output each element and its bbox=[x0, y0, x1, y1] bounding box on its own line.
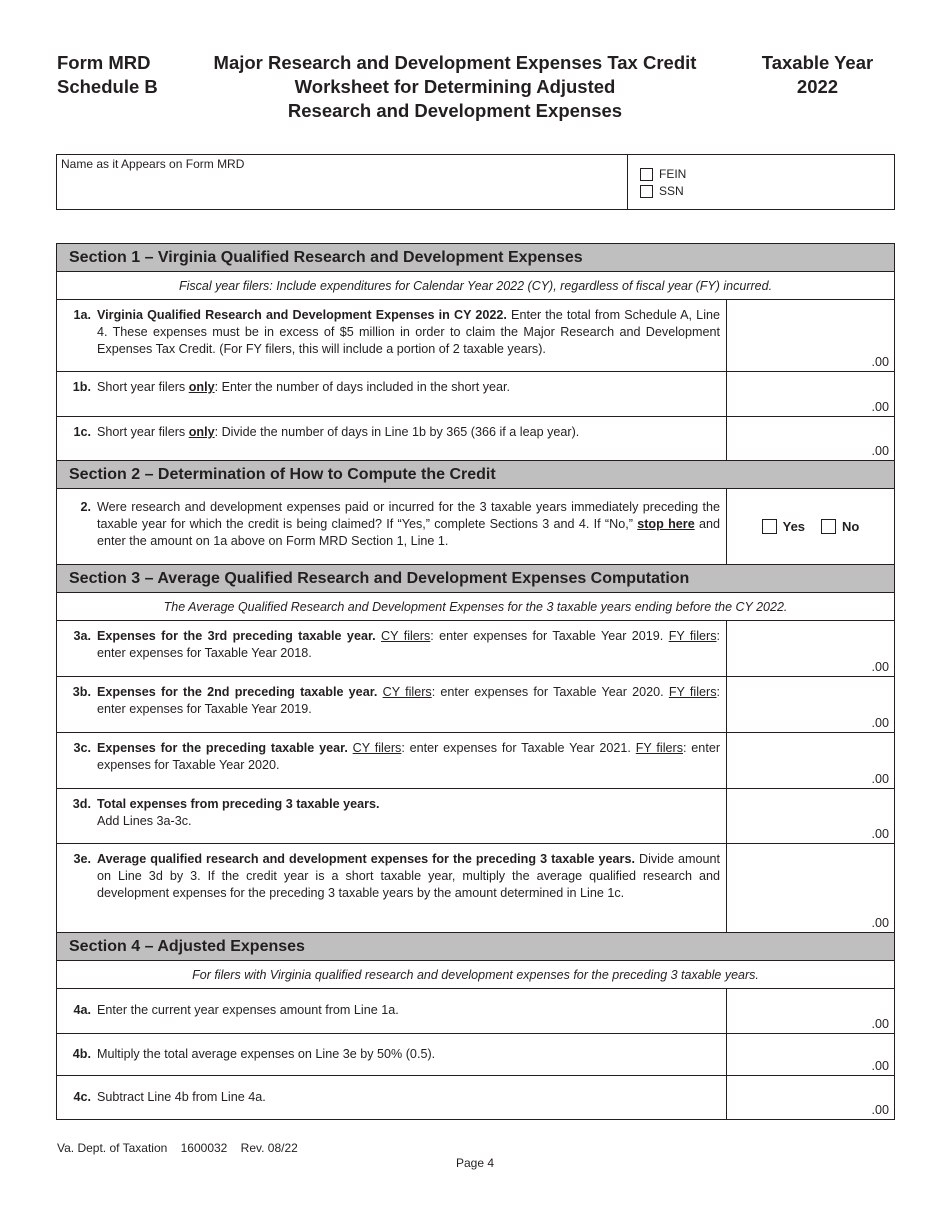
yes-checkbox[interactable] bbox=[762, 519, 777, 534]
line-3d-text: Add Lines 3a-3c. bbox=[97, 814, 192, 828]
section-1-header bbox=[57, 244, 894, 272]
line-1c-text-pre: Short year filers bbox=[97, 425, 189, 439]
line-3c-amount-field[interactable] bbox=[727, 733, 894, 788]
amount-cents: .00 bbox=[871, 1103, 889, 1117]
line-3a-description bbox=[91, 628, 720, 676]
line-2-description bbox=[91, 499, 720, 564]
form-name: Form MRD bbox=[57, 52, 151, 73]
line-1b-text-pre: Short year filers bbox=[97, 380, 189, 394]
amount-cents: .00 bbox=[871, 772, 889, 786]
line-3e-amount-field[interactable] bbox=[727, 844, 894, 932]
line-3e-bold: Average qualified research and development expenses for the preceding 3 taxable years. bbox=[97, 852, 635, 866]
line-3d-amount-field[interactable] bbox=[727, 789, 894, 843]
line-4b bbox=[57, 1034, 894, 1076]
line-1a-amount-field[interactable] bbox=[727, 300, 894, 371]
section-3-note-text: The Average Qualified Research and Development Expenses for the 3 taxable years ending before the CY 2022. bbox=[163, 599, 788, 614]
line-1c-text-post: : Divide the number of days in Line 1b by 365 (366 if a leap year). bbox=[214, 425, 580, 439]
line-3c-fy-text: : enter expenses for Taxable Year 2020. bbox=[97, 741, 721, 772]
line-1c-description bbox=[91, 424, 720, 460]
line-3c-cy-text: : enter expenses for Taxable Year 2021. bbox=[401, 741, 631, 755]
amount-cents: .00 bbox=[871, 660, 889, 674]
title-line-2: Worksheet for Determining Adjusted bbox=[294, 76, 616, 97]
amount-cents: .00 bbox=[871, 444, 889, 458]
section-1-title: Section 1 – Virginia Qualified Research and Development Expenses bbox=[69, 248, 583, 266]
line-number: 3e. bbox=[73, 852, 91, 866]
line-3b-description bbox=[91, 684, 720, 732]
form-title bbox=[180, 51, 730, 123]
line-1b bbox=[57, 372, 894, 417]
no-checkbox[interactable] bbox=[821, 519, 836, 534]
line-number: 2. bbox=[80, 500, 91, 514]
line-number: 1a. bbox=[73, 308, 91, 322]
no-option bbox=[821, 519, 859, 534]
line-number: 3c. bbox=[73, 741, 91, 755]
ssn-option bbox=[640, 184, 684, 198]
line-3a-amount-field[interactable] bbox=[727, 621, 894, 676]
section-4-title: Section 4 – Adjusted Expenses bbox=[69, 937, 305, 955]
worksheet-table bbox=[56, 243, 895, 1120]
line-3d bbox=[57, 789, 894, 844]
line-number: 4b. bbox=[72, 1047, 91, 1061]
section-3-note bbox=[57, 593, 894, 621]
fy-filers-label: FY filers bbox=[668, 629, 717, 643]
line-2-answer bbox=[727, 489, 894, 564]
line-1b-text-post: : Enter the number of days included in the short year. bbox=[214, 380, 511, 394]
title-line-1: Major Research and Development Expenses Tax Credit bbox=[213, 52, 697, 73]
section-4-header bbox=[57, 933, 894, 961]
line-1b-description bbox=[91, 379, 720, 416]
name-field-label: Name as it Appears on Form MRD bbox=[61, 157, 245, 171]
line-4a-description: Enter the current year expenses amount from Line 1a. bbox=[97, 1003, 399, 1017]
line-1a-description bbox=[91, 307, 720, 371]
line-3b bbox=[57, 677, 894, 733]
section-3-title: Section 3 – Average Qualified Research and Development Expenses Computation bbox=[69, 569, 690, 587]
section-1-note bbox=[57, 272, 894, 300]
section-3-header bbox=[57, 565, 894, 593]
line-number: 4a. bbox=[73, 1003, 91, 1017]
taxable-year-value: 2022 bbox=[796, 76, 839, 97]
line-3e-text: Divide amount on Line 3d by 3. If the credit year is a short taxable year, multiply the average qualified research and development expenses for the preceding 3 taxable years by the amount determined in Line 1c. bbox=[97, 852, 721, 900]
line-2-text-post: and enter the amount on 1a above on Form MRD Section 1, Line 1. bbox=[97, 517, 721, 548]
line-3a-cy-text: : enter expenses for Taxable Year 2019. bbox=[430, 629, 664, 643]
line-number: 4c. bbox=[73, 1090, 91, 1104]
line-1b-amount-field[interactable] bbox=[727, 372, 894, 416]
line-2-emphasis: stop here bbox=[637, 517, 695, 531]
line-4c-description: Subtract Line 4b from Line 4a. bbox=[97, 1090, 266, 1104]
line-4a-amount-field[interactable] bbox=[727, 989, 894, 1033]
line-1a-bold: Virginia Qualified Research and Development Expenses in CY 2022. bbox=[97, 308, 507, 322]
amount-cents: .00 bbox=[871, 916, 889, 930]
form-id bbox=[57, 51, 158, 99]
line-number: 1c. bbox=[73, 425, 91, 439]
line-1b-emphasis: only bbox=[188, 380, 215, 394]
section-2-header bbox=[57, 461, 894, 489]
section-4-note bbox=[57, 961, 894, 989]
line-3b-cy-text: : enter expenses for Taxable Year 2020. bbox=[431, 685, 664, 699]
fein-label: FEIN bbox=[659, 167, 687, 181]
line-number: 3d. bbox=[72, 797, 91, 811]
line-3a bbox=[57, 621, 894, 677]
line-3c-description bbox=[91, 740, 720, 788]
line-4c bbox=[57, 1076, 894, 1120]
fein-option bbox=[640, 167, 686, 181]
identification-box bbox=[56, 154, 895, 210]
line-3c bbox=[57, 733, 894, 789]
line-3e-description bbox=[91, 851, 720, 932]
line-4b-description: Multiply the total average expenses on Line 3e by 50% (0.5). bbox=[97, 1047, 436, 1061]
ssn-label: SSN bbox=[659, 184, 684, 198]
ssn-checkbox[interactable] bbox=[640, 185, 653, 198]
amount-cents: .00 bbox=[871, 1059, 889, 1073]
line-1c-emphasis: only bbox=[188, 425, 215, 439]
line-3a-fy-text: : enter expenses for Taxable Year 2018. bbox=[97, 629, 721, 660]
line-number: 3b. bbox=[72, 685, 91, 699]
line-3c-bold: Expenses for the preceding taxable year. bbox=[97, 741, 348, 755]
amount-cents: .00 bbox=[871, 400, 889, 414]
taxable-year bbox=[745, 51, 890, 99]
line-1c bbox=[57, 417, 894, 461]
line-3a-bold: Expenses for the 3rd preceding taxable year. bbox=[97, 629, 376, 643]
line-1a-text: Enter the total from Schedule A, Line 4. These expenses must be in excess of $5 million in order to claim the Major Research and Development Expenses Tax Credit. (For FY filers, this will include a portion of 2 taxable years). bbox=[97, 308, 720, 356]
line-4a bbox=[57, 989, 894, 1034]
line-4c-amount-field[interactable] bbox=[727, 1076, 894, 1119]
section-1-note-text: Fiscal year filers: Include expenditures for Calendar Year 2022 (CY), regardless of fiscal year (FY) incurred. bbox=[178, 278, 773, 293]
amount-cents: .00 bbox=[871, 1017, 889, 1031]
cy-filers-label: CY filers bbox=[381, 629, 431, 643]
section-4-note-text: For filers with Virginia qualified research and development expenses for the preceding 3 taxable years. bbox=[192, 967, 759, 982]
line-3b-bold: Expenses for the 2nd preceding taxable year. bbox=[97, 685, 378, 699]
section-2-title: Section 2 – Determination of How to Compute the Credit bbox=[69, 465, 496, 483]
name-field[interactable] bbox=[57, 155, 628, 209]
line-3b-fy-text: : enter expenses for Taxable Year 2019. bbox=[97, 685, 721, 716]
page-number: Page 4 bbox=[455, 1156, 495, 1170]
no-label: No bbox=[842, 519, 860, 534]
line-4b-amount-field[interactable] bbox=[727, 1034, 894, 1075]
taxable-year-label: Taxable Year bbox=[761, 52, 874, 73]
cy-filers-label: CY filers bbox=[352, 741, 402, 755]
line-1c-amount-field[interactable] bbox=[727, 417, 894, 460]
amount-cents: .00 bbox=[871, 827, 889, 841]
line-2-text-pre: Were research and development expenses paid or incurred for the 3 taxable years immediately preceding the taxable year for which the credit is being claimed? If “Yes,” complete Sections 3 and 4. If “No,” bbox=[97, 500, 720, 531]
yes-label: Yes bbox=[782, 519, 806, 534]
schedule-name: Schedule B bbox=[57, 76, 158, 97]
amount-cents: .00 bbox=[871, 716, 889, 730]
line-number: 3a. bbox=[73, 629, 91, 643]
line-2 bbox=[57, 489, 894, 565]
footer-form-info: Va. Dept. of Taxation 1600032 Rev. 08/22 bbox=[57, 1141, 298, 1155]
yes-option bbox=[762, 519, 805, 534]
fein-checkbox[interactable] bbox=[640, 168, 653, 181]
amount-cents: .00 bbox=[871, 355, 889, 369]
title-line-3: Research and Development Expenses bbox=[287, 100, 623, 121]
line-3d-description bbox=[91, 796, 720, 843]
line-number: 1b. bbox=[72, 380, 91, 394]
fy-filers-label: FY filers bbox=[635, 741, 683, 755]
line-3b-amount-field[interactable] bbox=[727, 677, 894, 732]
cy-filers-label: CY filers bbox=[382, 685, 432, 699]
fy-filers-label: FY filers bbox=[668, 685, 717, 699]
line-3e bbox=[57, 844, 894, 933]
line-1a bbox=[57, 300, 894, 372]
line-3d-bold: Total expenses from preceding 3 taxable years. bbox=[97, 797, 380, 811]
